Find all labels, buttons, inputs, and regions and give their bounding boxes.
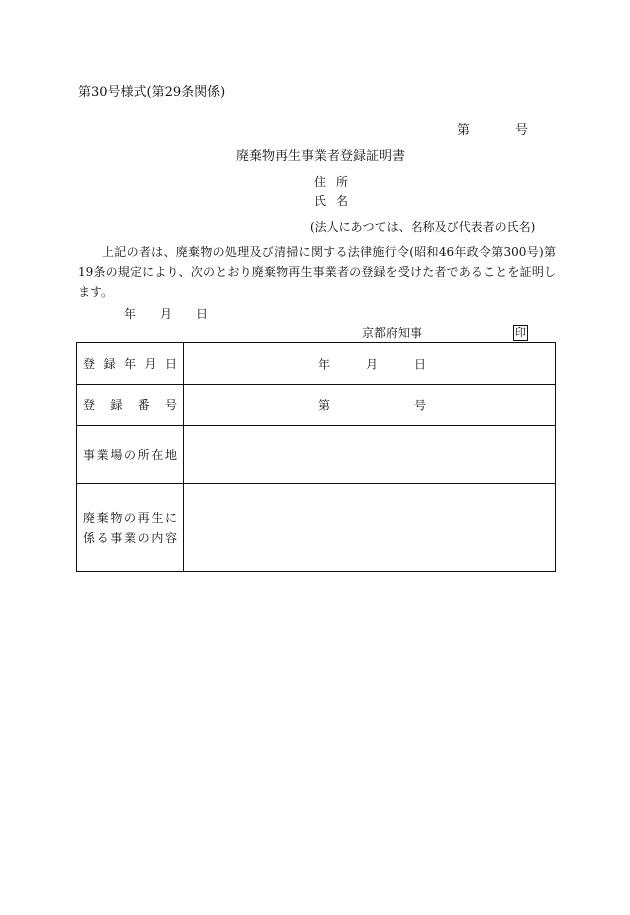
number-go: 号 <box>515 123 529 138</box>
table-row <box>77 484 556 572</box>
date-year: 年 <box>124 307 137 321</box>
corporate-note: (法人にあつては、名称及び代表者の氏名) <box>310 220 536 234</box>
seal-mark: 印 <box>515 326 526 339</box>
document-title: 廃棄物再生事業者登録証明書 <box>236 149 406 164</box>
issuer-title: 京都府知事 <box>362 326 423 340</box>
reg-date-year: 年 <box>318 357 331 371</box>
reg-date-value <box>184 343 556 385</box>
date-month: 月 <box>160 307 173 321</box>
registration-table <box>76 342 556 572</box>
address-label: 住所 <box>314 175 348 189</box>
table-row <box>77 343 556 385</box>
reg-no-label: 登録番号 <box>77 385 184 426</box>
location-value <box>184 426 556 484</box>
certification-text: 上記の者は、廃棄物の処理及び清掃に関する法律施行令(昭和46年政令第300号)第19条の規定により、次のとおり廃棄物再生事業者の登録を受けた者であることを証明します。 <box>78 245 556 299</box>
reg-date-day: 日 <box>414 357 427 371</box>
reg-no-value <box>184 385 556 426</box>
location-label: 事業場の所在地 <box>77 426 184 484</box>
reg-no-dai: 第 <box>318 398 331 413</box>
table-row <box>77 385 556 426</box>
business-content-label: 廃棄物の再生に 係る事業の内容 <box>77 484 184 572</box>
table-row <box>77 426 556 484</box>
number-dai: 第 <box>457 123 471 138</box>
reg-no-go: 号 <box>414 398 427 413</box>
reg-date-month: 月 <box>366 357 379 371</box>
business-content-value <box>184 484 556 572</box>
form-number: 第30号様式(第29条関係) <box>78 85 226 100</box>
reg-date-label: 登録年月日 <box>77 343 184 385</box>
date-day: 日 <box>196 307 209 321</box>
name-label: 氏名 <box>314 194 348 208</box>
